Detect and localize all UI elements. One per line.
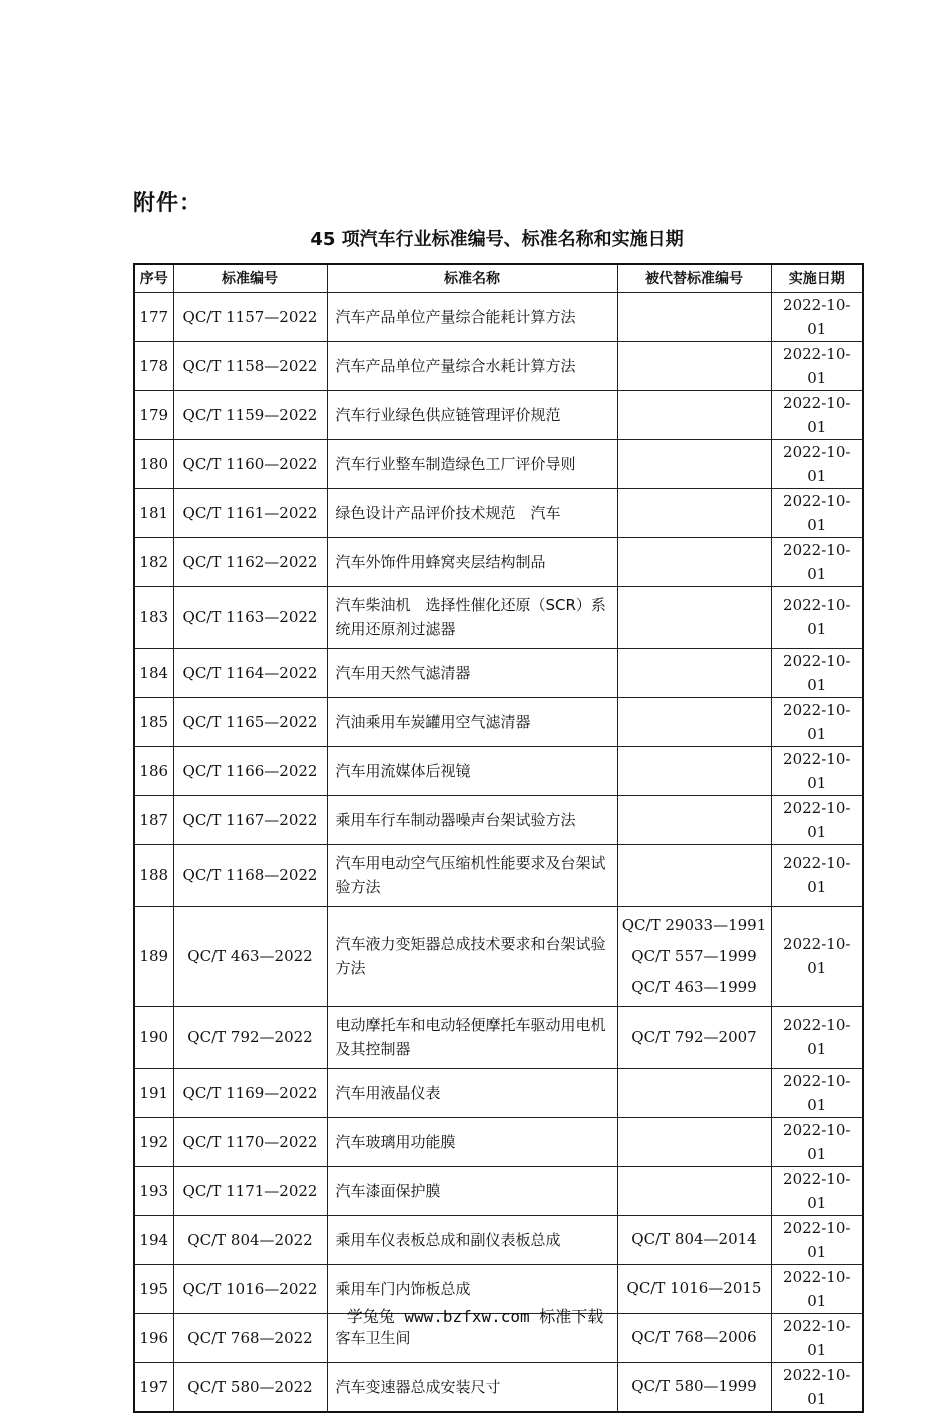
effective-date: 2022-10-01	[771, 1215, 863, 1264]
header-replaced: 被代替标准编号	[617, 264, 771, 292]
table-body	[134, 292, 863, 1412]
effective-date: 2022-10-01	[771, 1313, 863, 1362]
effective-date: 2022-10-01	[771, 795, 863, 844]
replaced-codes	[617, 697, 771, 746]
replaced-code: QC/T 463—1999	[631, 977, 757, 996]
table-row	[134, 697, 863, 746]
effective-date: 2022-10-01	[771, 1362, 863, 1412]
effective-date: 2022-10-01	[771, 648, 863, 697]
replaced-code: QC/T 557—1999	[631, 946, 757, 965]
replaced-codes	[617, 795, 771, 844]
table-row	[134, 586, 863, 648]
footer-watermark: 学兔兔 www.bzfxw.com 标准下载	[346, 1307, 604, 1326]
row-number: 189	[134, 906, 173, 1006]
effective-date: 2022-10-01	[771, 746, 863, 795]
table-row	[134, 1117, 863, 1166]
table-header-row	[134, 264, 863, 292]
table-row	[134, 648, 863, 697]
standard-name: 汽车用液晶仪表	[327, 1068, 617, 1117]
replaced-code: QC/T 792—2007	[631, 1027, 757, 1046]
table-row	[134, 488, 863, 537]
replaced-codes	[617, 648, 771, 697]
row-number: 191	[134, 1068, 173, 1117]
replaced-code: QC/T 580—1999	[631, 1377, 757, 1395]
row-number: 192	[134, 1117, 173, 1166]
row-number: 183	[134, 586, 173, 648]
standard-code: QC/T 580—2022	[173, 1362, 327, 1412]
effective-date: 2022-10-01	[771, 1166, 863, 1215]
table-row	[134, 1362, 863, 1412]
standard-name: 乘用车门内饰板总成	[327, 1264, 617, 1313]
row-number: 190	[134, 1006, 173, 1068]
replaced-codes	[617, 488, 771, 537]
standard-name: 汽车外饰件用蜂窝夹层结构制品	[327, 537, 617, 586]
standard-name: 汽车用电动空气压缩机性能要求及台架试验方法	[327, 844, 617, 906]
effective-date: 2022-10-01	[771, 1117, 863, 1166]
standard-code: QC/T 1168—2022	[173, 844, 327, 906]
row-number: 185	[134, 697, 173, 746]
header-date: 实施日期	[771, 264, 863, 292]
replaced-codes	[617, 1215, 771, 1264]
table-row	[134, 292, 863, 341]
row-number: 197	[134, 1362, 173, 1412]
standard-name: 汽车漆面保护膜	[327, 1166, 617, 1215]
replaced-code: QC/T 768—2006	[631, 1328, 757, 1346]
replaced-codes	[617, 1362, 771, 1412]
standard-name: 汽车液力变矩器总成技术要求和台架试验方法	[327, 906, 617, 1006]
standard-code: QC/T 1159—2022	[173, 390, 327, 439]
replaced-codes	[617, 341, 771, 390]
header-name: 标准名称	[327, 264, 617, 292]
replaced-codes	[617, 586, 771, 648]
replaced-codes	[617, 1117, 771, 1166]
replaced-codes	[617, 1006, 771, 1068]
standard-name: 汽车产品单位产量综合能耗计算方法	[327, 292, 617, 341]
standard-code: QC/T 1165—2022	[173, 697, 327, 746]
row-number: 179	[134, 390, 173, 439]
effective-date: 2022-10-01	[771, 390, 863, 439]
replaced-code: QC/T 1016—2015	[626, 1279, 762, 1297]
table-title: 45 项汽车行业标准编号、标准名称和实施日期	[310, 229, 684, 250]
replaced-codes	[617, 390, 771, 439]
row-number: 188	[134, 844, 173, 906]
standards-table	[133, 263, 864, 1413]
table-row	[134, 1006, 863, 1068]
effective-date: 2022-10-01	[771, 1068, 863, 1117]
replaced-codes	[617, 1166, 771, 1215]
standard-name: 客车卫生间	[327, 1313, 617, 1362]
table-row	[134, 795, 863, 844]
effective-date: 2022-10-01	[771, 439, 863, 488]
table-row	[134, 341, 863, 390]
row-number: 196	[134, 1313, 173, 1362]
effective-date: 2022-10-01	[771, 1264, 863, 1313]
row-number: 195	[134, 1264, 173, 1313]
attachment-label: 附件：	[133, 191, 203, 216]
standard-name: 汽车产品单位产量综合水耗计算方法	[327, 341, 617, 390]
standard-name: 汽车玻璃用功能膜	[327, 1117, 617, 1166]
table-row	[134, 390, 863, 439]
standard-name: 汽车变速器总成安装尺寸	[327, 1362, 617, 1412]
standard-code: QC/T 1169—2022	[173, 1068, 327, 1117]
table-row	[134, 906, 863, 1006]
replaced-codes	[617, 906, 771, 1006]
table-row	[134, 1068, 863, 1117]
replaced-codes	[617, 844, 771, 906]
standard-name: 汽车用天然气滤清器	[327, 648, 617, 697]
replaced-codes	[617, 439, 771, 488]
effective-date: 2022-10-01	[771, 1006, 863, 1068]
table-row	[134, 537, 863, 586]
row-number: 180	[134, 439, 173, 488]
standard-name: 汽车用流媒体后视镜	[327, 746, 617, 795]
standard-code: QC/T 1166—2022	[173, 746, 327, 795]
standard-name: 乘用车仪表板总成和副仪表板总成	[327, 1215, 617, 1264]
standard-code: QC/T 463—2022	[173, 906, 327, 1006]
standard-name: 绿色设计产品评价技术规范 汽车	[327, 488, 617, 537]
table-row	[134, 1215, 863, 1264]
header-code: 标准编号	[173, 264, 327, 292]
replaced-code: QC/T 29033—1991	[621, 915, 767, 934]
standard-code: QC/T 1157—2022	[173, 292, 327, 341]
replaced-codes	[617, 292, 771, 341]
standard-code: QC/T 1161—2022	[173, 488, 327, 537]
standard-name: 汽车行业绿色供应链管理评价规范	[327, 390, 617, 439]
table-row	[134, 844, 863, 906]
standard-name: 乘用车行车制动器噪声台架试验方法	[327, 795, 617, 844]
standard-code: QC/T 1016—2022	[173, 1264, 327, 1313]
standard-code: QC/T 1163—2022	[173, 586, 327, 648]
effective-date: 2022-10-01	[771, 844, 863, 906]
replaced-codes	[617, 537, 771, 586]
standard-name: 汽油乘用车炭罐用空气滤清器	[327, 697, 617, 746]
effective-date: 2022-10-01	[771, 906, 863, 1006]
row-number: 193	[134, 1166, 173, 1215]
row-number: 186	[134, 746, 173, 795]
table-row	[134, 746, 863, 795]
effective-date: 2022-10-01	[771, 292, 863, 341]
row-number: 194	[134, 1215, 173, 1264]
effective-date: 2022-10-01	[771, 537, 863, 586]
row-number: 178	[134, 341, 173, 390]
standard-code: QC/T 1170—2022	[173, 1117, 327, 1166]
standard-code: QC/T 792—2022	[173, 1006, 327, 1068]
standard-code: QC/T 1160—2022	[173, 439, 327, 488]
replaced-codes	[617, 1068, 771, 1117]
standard-code: QC/T 1171—2022	[173, 1166, 327, 1215]
standard-code: QC/T 1162—2022	[173, 537, 327, 586]
standard-code: QC/T 1164—2022	[173, 648, 327, 697]
effective-date: 2022-10-01	[771, 697, 863, 746]
standard-code: QC/T 1167—2022	[173, 795, 327, 844]
table-row	[134, 1166, 863, 1215]
row-number: 184	[134, 648, 173, 697]
effective-date: 2022-10-01	[771, 586, 863, 648]
effective-date: 2022-10-01	[771, 488, 863, 537]
row-number: 177	[134, 292, 173, 341]
header-no: 序号	[134, 264, 173, 292]
row-number: 187	[134, 795, 173, 844]
row-number: 182	[134, 537, 173, 586]
standard-code: QC/T 768—2022	[173, 1313, 327, 1362]
row-number: 181	[134, 488, 173, 537]
table-row	[134, 439, 863, 488]
replaced-code: QC/T 804—2014	[631, 1230, 757, 1248]
replaced-codes	[617, 746, 771, 795]
standard-name: 汽车行业整车制造绿色工厂评价导则	[327, 439, 617, 488]
standard-code: QC/T 1158—2022	[173, 341, 327, 390]
standard-name: 电动摩托车和电动轻便摩托车驱动用电机及其控制器	[327, 1006, 617, 1068]
effective-date: 2022-10-01	[771, 341, 863, 390]
standard-code: QC/T 804—2022	[173, 1215, 327, 1264]
standard-name: 汽车柴油机 选择性催化还原（SCR）系统用还原剂过滤器	[327, 586, 617, 648]
